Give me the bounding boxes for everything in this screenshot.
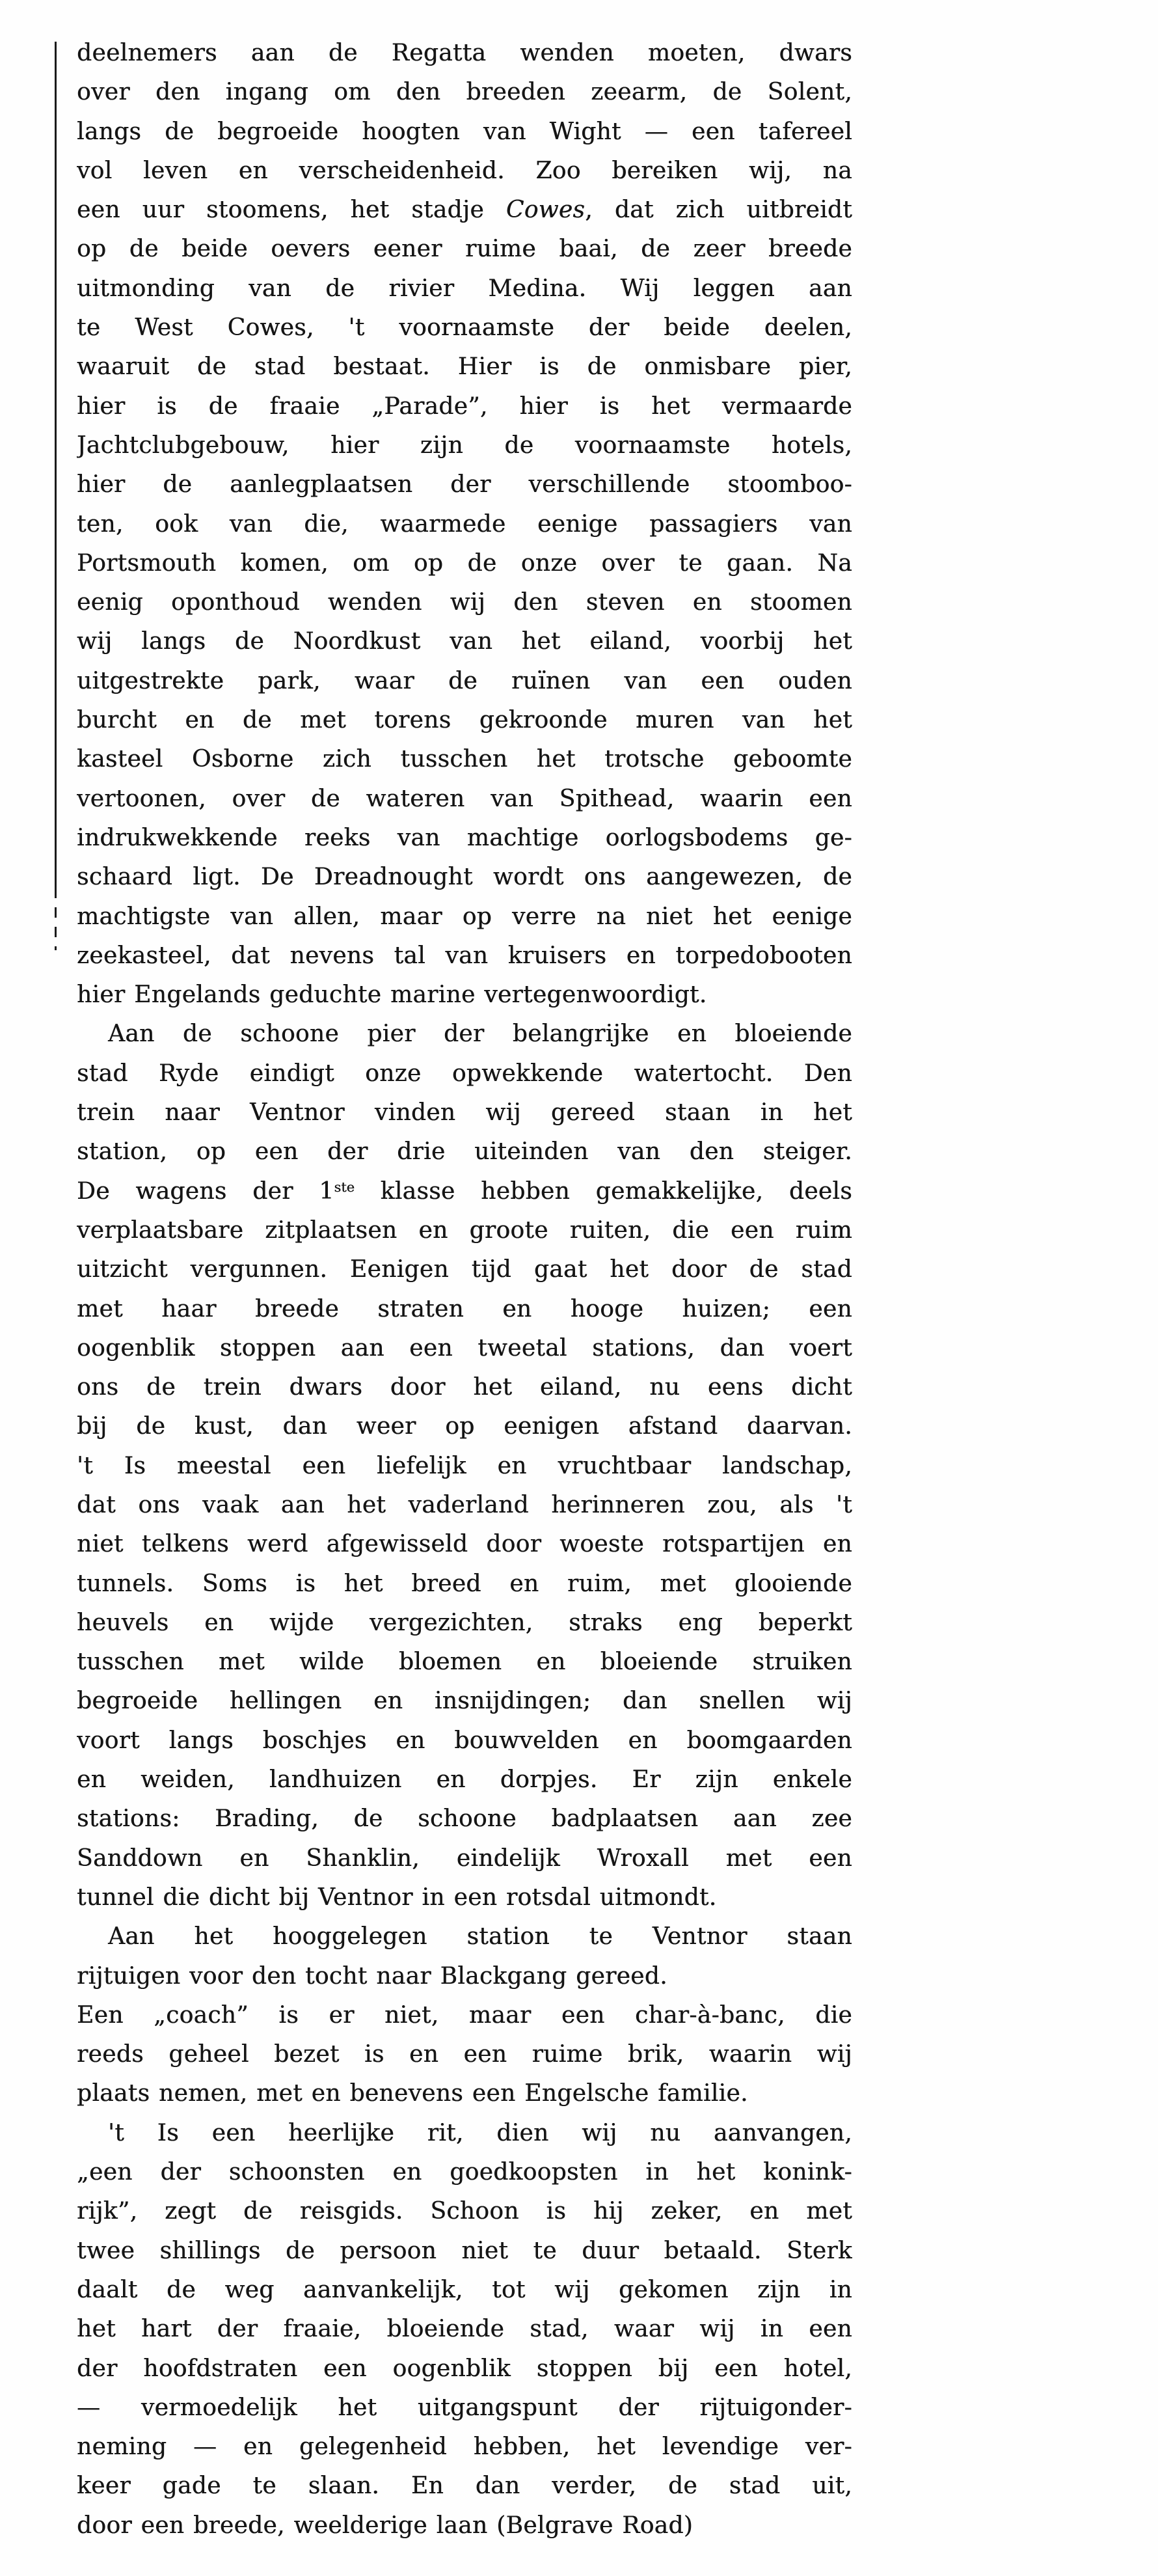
text-line (77, 465, 852, 504)
text-line (77, 269, 852, 308)
left-margin-rule (55, 42, 57, 888)
text-line (77, 2428, 852, 2467)
text-segment: heuvels en wijde vergezichten, straks eng beperkt (77, 1609, 852, 1636)
text-line (77, 740, 852, 779)
text-segment: „een der schoonsten en goedkoopsten in het konink- (77, 2159, 852, 2186)
text-segment: een uur stoomens, het stadje (77, 197, 506, 224)
text-segment: uitmonding van de rivier Medina. Wij leggen aan (77, 275, 852, 302)
text-line (77, 976, 852, 1015)
text-segment: ten, ook van die, waarmede eenige passagiers van (77, 510, 852, 538)
text-line (77, 1290, 852, 1329)
text-segment: het hart der fraaie, bloeiende stad, waar wij in een (77, 2316, 852, 2343)
text-line (77, 544, 852, 583)
text-line (77, 2506, 852, 2545)
text-line (77, 780, 852, 819)
text-segment: met haar breede straten en hooge huizen; een (77, 1295, 852, 1322)
text-line (77, 1721, 852, 1761)
text-segment: tunnel die dicht bij Ventnor in een rotsdal uitmondt. (77, 1884, 717, 1911)
text-line (77, 1878, 852, 1917)
text-segment: over den ingang om den breeden zeearm, de Solent, (77, 79, 852, 106)
text-line (77, 230, 852, 269)
text-line (77, 73, 852, 112)
text-segment: plaats nemen, met en benevens een Engelsche familie. (77, 2080, 748, 2107)
text-line (77, 1486, 852, 1525)
text-line (77, 1015, 852, 1054)
text-line (77, 2035, 852, 2074)
text-segment: eenig oponthoud wenden wij den steven en stoomen (77, 589, 852, 616)
text-segment: station, op een der drie uiteinden van den steiger. (77, 1138, 852, 1166)
text-segment: twee shillings de persoon niet te duur betaald. Sterk (77, 2237, 852, 2264)
text-line (77, 2153, 852, 2192)
text-segment: tusschen met wilde bloemen en bloeiende struiken (77, 1649, 852, 1676)
text-segment: Portsmouth komen, om op de onze over te gaan. Na (77, 549, 852, 577)
text-segment: Jachtclubgebouw, hier zijn de voornaamste hotels, (77, 432, 852, 459)
text-segment: begroeide hellingen en insnijdingen; dan snellen wij (77, 1688, 852, 1715)
text-line (77, 2074, 852, 2113)
text-segment: Sanddown en Shanklin, eindelijk Wroxall met een (77, 1844, 852, 1872)
text-line (77, 1604, 852, 1643)
text-segment: rijk”, zegt de reisgids. Schoon is hij zeker, en met (77, 2198, 852, 2225)
text-line (77, 1329, 852, 1368)
text-segment: dat ons vaak aan het vaderland herinneren zou, als 't (77, 1491, 852, 1518)
text-line (77, 387, 852, 426)
text-segment: De wagens der 1 (77, 1177, 334, 1205)
text-segment: verplaatsbare zitplaatsen en groote ruiten, die een ruim (77, 1216, 852, 1244)
text-line (77, 701, 852, 740)
text-segment: hier is de fraaie „Parade”, hier is het vermaarde (77, 392, 852, 420)
text-line (77, 1565, 852, 1604)
text-segment: — vermoedelijk het uitgangspunt der rijtuigonder- (77, 2394, 852, 2421)
text-line (77, 858, 852, 897)
text-segment: tunnels. Soms is het breed en ruim, met glooiende (77, 1570, 852, 1597)
text-segment: hier de aanlegplaatsen der verschillende stoomboo- (77, 471, 852, 499)
text-segment: deelnemers aan de Regatta wenden moeten, dwars (77, 40, 852, 66)
text-segment: oogenblik stoppen aan een tweetal stations, dan voert (77, 1334, 852, 1362)
text-line (77, 2271, 852, 2310)
text-line (77, 1447, 852, 1486)
text-line (77, 2389, 852, 2428)
text-segment: daalt de weg aanvankelijk, tot wij gekomen zijn in (77, 2276, 852, 2303)
text-line (77, 1250, 852, 1289)
text-segment: wij langs de Noordkust van het eiland, voorbij het (77, 628, 852, 655)
text-segment: door een breede, weelderige laan (Belgrave Road) (77, 2512, 693, 2539)
text-segment: klasse hebben gemakkelijke, deels (354, 1177, 852, 1205)
text-line (77, 505, 852, 544)
text-segment: kasteel Osborne zich tusschen het trotsche geboomte (77, 746, 852, 773)
text-line (77, 622, 852, 661)
text-segment: zeekasteel, dat nevens tal van kruisers en torpedobooten (77, 942, 852, 969)
text-line (77, 426, 852, 465)
text-line (77, 2310, 852, 2349)
text-line (77, 1682, 852, 1721)
text-line (77, 308, 852, 348)
text-line (77, 1093, 852, 1132)
text-segment: indrukwekkende reeks van machtige oorlogsbodems ge- (77, 824, 852, 851)
text-line (77, 1172, 852, 1211)
text-segment: keer gade te slaan. En dan verder, de stad uit, (77, 2473, 852, 2500)
text-segment: niet telkens werd afgewisseld door woeste rotspartijen en (77, 1531, 852, 1558)
text-line (77, 191, 852, 230)
text-segment: Aan de schoone pier der belangrijke en bloeiende (108, 1021, 852, 1048)
text-segment: op de beide oevers eener ruime baai, de zeer breede (77, 236, 852, 263)
text-line (77, 2350, 852, 2389)
text-line (77, 583, 852, 622)
text-segment: stations: Brading, de schoone badplaatsen aan zee (77, 1805, 852, 1833)
text-segment: 't Is een heerlijke rit, dien wij nu aanvangen, (108, 2119, 852, 2146)
text-line (77, 1407, 852, 1446)
italic-text: Cowes (505, 197, 586, 224)
text-segment: rijtuigen voor den tocht naar Blackgang gereed. (77, 1962, 667, 1990)
text-line (77, 2114, 852, 2153)
text-line (77, 113, 852, 152)
text-segment: stad Ryde eindigt onze opwekkende watertocht. Den (77, 1060, 852, 1087)
text-segment: , dat zich uitbreidt (585, 197, 852, 224)
text-line (77, 2467, 852, 2506)
text-segment: vol leven en verscheidenheid. Zoo bereiken wij, na (77, 157, 852, 184)
text-line (77, 34, 852, 73)
text-line (77, 1761, 852, 1800)
body-text (77, 34, 852, 2545)
text-segment: machtigste van allen, maar op verre na niet het eenige (77, 903, 852, 930)
text-line (77, 1917, 852, 1956)
text-segment: ons de trein dwars door het eiland, nu eens dicht (77, 1374, 852, 1401)
text-segment: burcht en de met torens gekroonde muren van het (77, 707, 852, 734)
text-segment: en weiden, landhuizen en dorpjes. Er zijn enkele (77, 1766, 852, 1794)
text-segment: der hoofdstraten een oogenblik stoppen bij een hotel, (77, 2355, 852, 2382)
text-line (77, 1800, 852, 1839)
text-segment: trein naar Ventnor vinden wij gereed staan in het (77, 1099, 852, 1127)
text-line (77, 819, 852, 858)
text-segment: Een „coach” is er niet, maar een char-à-banc, die (77, 2001, 852, 2029)
text-segment: reeds geheel bezet is en een ruime brik, waarin wij (77, 2041, 852, 2068)
text-line (77, 662, 852, 701)
text-segment: neming — en gelegenheid hebben, het levendige ver- (77, 2433, 852, 2461)
text-line (77, 1996, 852, 2035)
text-line (77, 937, 852, 976)
text-segment: bij de kust, dan weer op eenigen afstand daarvan. (77, 1413, 852, 1440)
text-line (77, 1839, 852, 1878)
text-line (77, 1368, 852, 1407)
text-segment: 't Is meestal een liefelijk en vruchtbaar landschap, (77, 1452, 852, 1479)
text-line (77, 897, 852, 937)
text-segment: langs de begroeide hoogten van Wight — een tafereel (77, 118, 852, 145)
text-line (77, 152, 852, 191)
text-line (77, 1957, 852, 1996)
text-segment: uitzicht vergunnen. Eenigen tijd gaat het door de stad (77, 1256, 852, 1283)
text-line (77, 1054, 852, 1093)
text-segment: te West Cowes, 't voornaamste der beide deelen, (77, 314, 852, 342)
text-line (77, 1211, 852, 1250)
text-segment: vertoonen, over de wateren van Spithead, waarin een (77, 785, 852, 812)
left-margin-rule-dashes (55, 888, 57, 950)
text-line (77, 1132, 852, 1172)
superscript-text: ste (334, 1179, 355, 1196)
text-line (77, 1525, 852, 1564)
text-segment: voort langs boschjes en bouwvelden en boomgaarden (77, 1727, 852, 1754)
text-line (77, 348, 852, 387)
text-segment: Aan het hooggelegen station te Ventnor staan (108, 1923, 852, 1951)
text-segment: uitgestrekte park, waar de ruïnen van een ouden (77, 667, 852, 694)
text-line (77, 2232, 852, 2271)
text-line (77, 1643, 852, 1682)
text-segment: hier Engelands geduchte marine vertegenwoordigt. (77, 981, 707, 1009)
text-line (77, 2192, 852, 2231)
text-segment: schaard ligt. De Dreadnought wordt ons aangewezen, de (77, 864, 852, 891)
text-segment: waaruit de stad bestaat. Hier is de onmisbare pier, (77, 353, 852, 381)
